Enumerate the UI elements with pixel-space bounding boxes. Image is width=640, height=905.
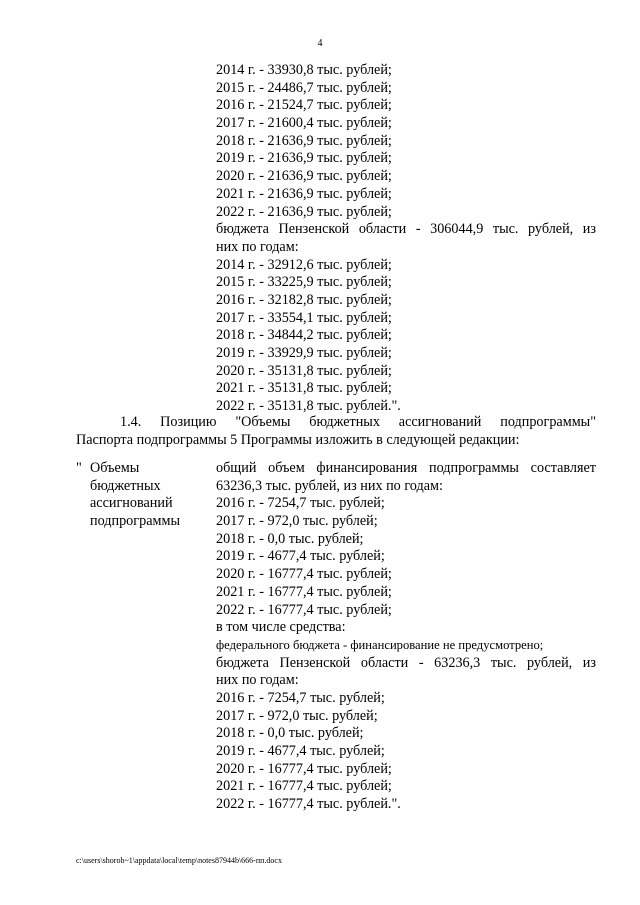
year-line: 2022 г. - 16777,4 тыс. рублей; (216, 601, 392, 618)
file-path-footer: c:\users\shorob~1\appdata\local\temp\notes87944b\666-пп.docx (76, 856, 282, 865)
year-line: 2017 г. - 33554,1 тыс. рублей; (216, 309, 392, 326)
year-line: 2020 г. - 16777,4 тыс. рублей; (216, 566, 392, 583)
label-line: Объемы (90, 460, 140, 476)
year-line: 2016 г. - 7254,7 тыс. рублей; (216, 689, 385, 706)
year-line: 2021 г. - 35131,8 тыс. рублей; (216, 380, 392, 397)
year-line: 2017 г. - 972,0 тыс. рублей; (216, 513, 378, 530)
year-line: 2014 г. - 32912,6 тыс. рублей; (216, 256, 392, 273)
year-line: 2018 г. - 0,0 тыс. рублей; (216, 725, 364, 742)
regional-budget-line: них по годам: (216, 238, 299, 255)
label-line: бюджетных (90, 477, 161, 494)
year-line: 2016 г. - 7254,7 тыс. рублей; (216, 495, 385, 512)
year-line: 2019 г. - 4677,4 тыс. рублей; (216, 548, 385, 565)
position-label (90, 460, 210, 531)
year-line: 2019 г. - 33929,9 тыс. рублей; (216, 345, 392, 361)
year-line: 2021 г. - 16777,4 тыс. рублей; (216, 583, 392, 600)
position-value (216, 460, 596, 814)
year-line: 2016 г. - 21524,7 тыс. рублей; (216, 97, 392, 114)
year-line: 2015 г. - 33225,9 тыс. рублей; (216, 274, 392, 291)
paragraph-line: 1.4. Позицию "Объемы бюджетных ассигнований подпрограммы" (120, 414, 596, 430)
year-line: 2016 г. - 32182,8 тыс. рублей; (216, 291, 392, 308)
including-line: в том числе средства: (216, 619, 346, 636)
paragraph-line: Паспорта подпрограммы 5 Программы изложить в следующей редакции: (76, 431, 520, 448)
year-line: 2017 г. - 972,0 тыс. рублей; (216, 707, 378, 724)
year-line: 2022 г. - 16777,4 тыс. рублей.". (216, 796, 401, 813)
year-line: 2019 г. - 4677,4 тыс. рублей; (216, 743, 385, 759)
regional-budget-line: них по годам: (216, 672, 299, 689)
year-line: 2021 г. - 16777,4 тыс. рублей; (216, 778, 392, 795)
top-funding-block (216, 62, 596, 416)
year-line: 2022 г. - 21636,9 тыс. рублей; (216, 203, 392, 220)
federal-budget-line: федерального бюджета - финансирование не предусмотрено; (216, 637, 544, 652)
regional-budget-line: бюджета Пензенской области - 306044,9 тыс. рублей, из (216, 221, 596, 238)
page-number: 4 (317, 38, 323, 49)
year-line: 2021 г. - 21636,9 тыс. рублей; (216, 185, 392, 202)
year-line: 2020 г. - 35131,8 тыс. рублей; (216, 362, 392, 379)
label-line: подпрограммы (90, 513, 180, 530)
year-line: 2018 г. - 21636,9 тыс. рублей; (216, 132, 392, 149)
year-line: 2022 г. - 35131,8 тыс. рублей.". (216, 398, 401, 415)
label-line: ассигнований (90, 495, 173, 512)
opening-quote: " (76, 460, 82, 476)
year-line: 2014 г. - 33930,8 тыс. рублей; (216, 62, 392, 78)
total-line: общий объем финансирования подпрограммы составляет (216, 460, 596, 476)
year-line: 2019 г. - 21636,9 тыс. рублей; (216, 150, 392, 167)
amendment-paragraph (76, 414, 596, 449)
regional-budget-line: бюджета Пензенской области - 63236,3 тыс. рублей, из (216, 654, 596, 671)
year-line: 2020 г. - 16777,4 тыс. рублей; (216, 760, 392, 777)
year-line: 2018 г. - 34844,2 тыс. рублей; (216, 327, 392, 344)
year-line: 2018 г. - 0,0 тыс. рублей; (216, 530, 364, 547)
year-line: 2017 г. - 21600,4 тыс. рублей; (216, 115, 392, 132)
year-line: 2015 г. - 24486,7 тыс. рублей; (216, 79, 392, 96)
total-line: 63236,3 тыс. рублей, из них по годам: (216, 477, 443, 494)
year-line: 2020 г. - 21636,9 тыс. рублей; (216, 168, 392, 185)
